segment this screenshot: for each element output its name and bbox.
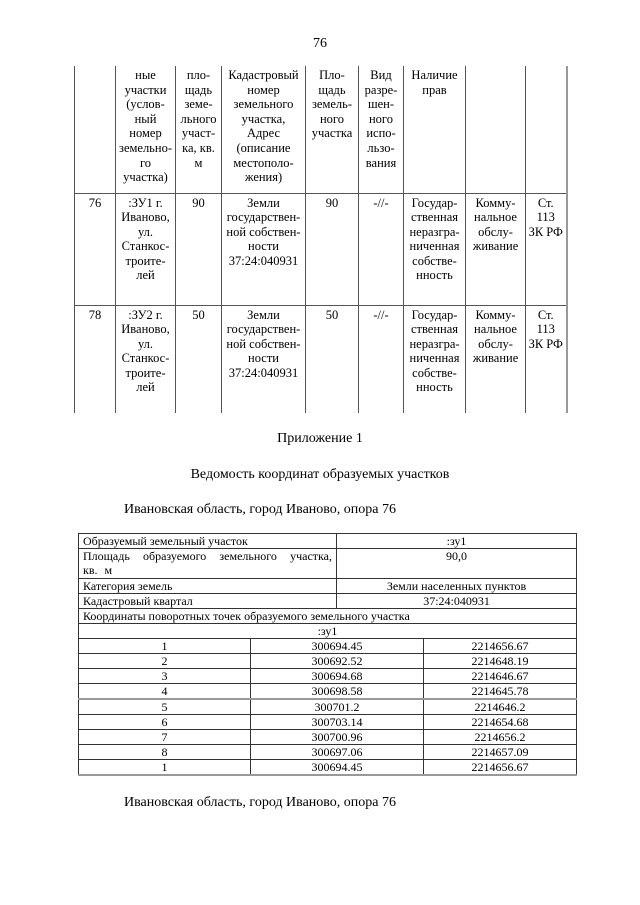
- land-plots-table: [74, 66, 568, 413]
- quarter-label: Кадастровый квартал: [79, 594, 337, 609]
- point-row: [79, 745, 577, 760]
- point-x: 300700.96: [251, 730, 424, 745]
- basis-cell: Ст. 113 ЗК РФ: [526, 193, 567, 305]
- point-row: [79, 654, 577, 669]
- header-cell: пло-щадь земе-льного участ-ка, кв. м: [176, 66, 222, 193]
- quarter-value: 37:24:040931: [337, 594, 577, 609]
- header-cell: [526, 66, 567, 193]
- rights-cell: Государ-ственная неразгра-ниченная собстве-нность: [404, 305, 466, 413]
- header-cell: [75, 66, 116, 193]
- point-row: [79, 684, 577, 700]
- coordinates-table: [78, 533, 577, 776]
- page-number: 76: [313, 36, 327, 51]
- rights-cell: Государ-ственная неразгра-ниченная собстве-нность: [404, 193, 466, 305]
- location-heading: Ивановская область, город Иваново, опора 76: [124, 502, 396, 517]
- point-x: 300701.2: [251, 699, 424, 715]
- purpose-cell: Комму-нальное обслу-живание: [466, 193, 526, 305]
- point-number: 3: [79, 669, 251, 684]
- point-number: 5: [79, 699, 251, 715]
- plot-value: :зу1: [337, 534, 577, 549]
- plot-label: Образуемый земельный участок: [79, 534, 337, 549]
- point-row: [79, 639, 577, 654]
- point-y: 2214656.67: [424, 760, 577, 776]
- point-number: 4: [79, 684, 251, 700]
- cadastral-cell: Земли государствен-ной собствен-ности 37:24:040931: [222, 193, 306, 305]
- cadastral-cell: Земли государствен-ной собствен-ности 37:24:040931: [222, 305, 306, 413]
- header-cell: Кадастровый номер земельного участка, Адрес (описание местополо-жения): [222, 66, 306, 193]
- statement-title: Ведомость координат образуемых участков: [190, 467, 450, 482]
- row-number: 78: [75, 305, 116, 413]
- coords-plot-row: [79, 624, 577, 639]
- point-row: [79, 699, 577, 715]
- purpose-cell: Комму-нальное обслу-живание: [466, 305, 526, 413]
- row-number: 76: [75, 193, 116, 305]
- area-label: Площадь образуемого земельного участка, кв. м: [79, 549, 337, 579]
- coords-plot: :зу1: [79, 624, 577, 639]
- plot-area-cell: 90: [306, 193, 359, 305]
- point-x: 300698.58: [251, 684, 424, 700]
- header-cell: Вид разре-шен-ного испо-льзо-вания: [359, 66, 404, 193]
- point-number: 6: [79, 715, 251, 730]
- header-cell: ные участки (услов-ный номер земельно-го участка): [116, 66, 176, 193]
- plot-area-cell: 50: [306, 305, 359, 413]
- category-value: Земли населенных пунктов: [337, 579, 577, 594]
- points-body: [79, 639, 577, 776]
- point-row: [79, 715, 577, 730]
- appendix-title: Приложение 1: [277, 431, 363, 446]
- coords-label: Координаты поворотных точек образуемого земельного участка: [79, 609, 577, 624]
- point-number: 2: [79, 654, 251, 669]
- point-number: 1: [79, 760, 251, 776]
- point-x: 300692.52: [251, 654, 424, 669]
- point-number: 8: [79, 745, 251, 760]
- point-number: 1: [79, 639, 251, 654]
- point-y: 2214645.78: [424, 684, 577, 700]
- point-y: 2214657.09: [424, 745, 577, 760]
- point-row: [79, 669, 577, 684]
- location-heading-2: Ивановская область, город Иваново, опора 76: [124, 795, 396, 810]
- table-header-row: [75, 66, 567, 193]
- area-value: 90,0: [337, 549, 577, 579]
- point-row: [79, 730, 577, 745]
- basis-cell: Ст. 113 ЗК РФ: [526, 305, 567, 413]
- plot-cell: :ЗУ2 г. Иваново, ул. Станкос-троите-лей: [116, 305, 176, 413]
- point-x: 300694.45: [251, 639, 424, 654]
- plot-cell: :ЗУ1 г. Иваново, ул. Станкос-троите-лей: [116, 193, 176, 305]
- table-row: [75, 193, 567, 305]
- category-row: [79, 579, 577, 594]
- area-row: [79, 549, 577, 579]
- point-y: 2214656.2: [424, 730, 577, 745]
- header-cell: [466, 66, 526, 193]
- area-cell: 90: [176, 193, 222, 305]
- point-x: 300694.45: [251, 760, 424, 776]
- header-cell: Наличие прав: [404, 66, 466, 193]
- coords-label-row: [79, 609, 577, 624]
- area-cell: 50: [176, 305, 222, 413]
- point-x: 300697.06: [251, 745, 424, 760]
- point-y: 2214646.67: [424, 669, 577, 684]
- header-cell: Пло-щадь земель-ного участка: [306, 66, 359, 193]
- use-type-cell: -//-: [359, 193, 404, 305]
- point-x: 300694.68: [251, 669, 424, 684]
- point-y: 2214656.67: [424, 639, 577, 654]
- point-y: 2214654.68: [424, 715, 577, 730]
- point-y: 2214646.2: [424, 699, 577, 715]
- use-type-cell: -//-: [359, 305, 404, 413]
- point-y: 2214648.19: [424, 654, 577, 669]
- plot-row: [79, 534, 577, 549]
- point-number: 7: [79, 730, 251, 745]
- point-row: [79, 760, 577, 776]
- quarter-row: [79, 594, 577, 609]
- point-x: 300703.14: [251, 715, 424, 730]
- category-label: Категория земель: [79, 579, 337, 594]
- table-row: [75, 305, 567, 413]
